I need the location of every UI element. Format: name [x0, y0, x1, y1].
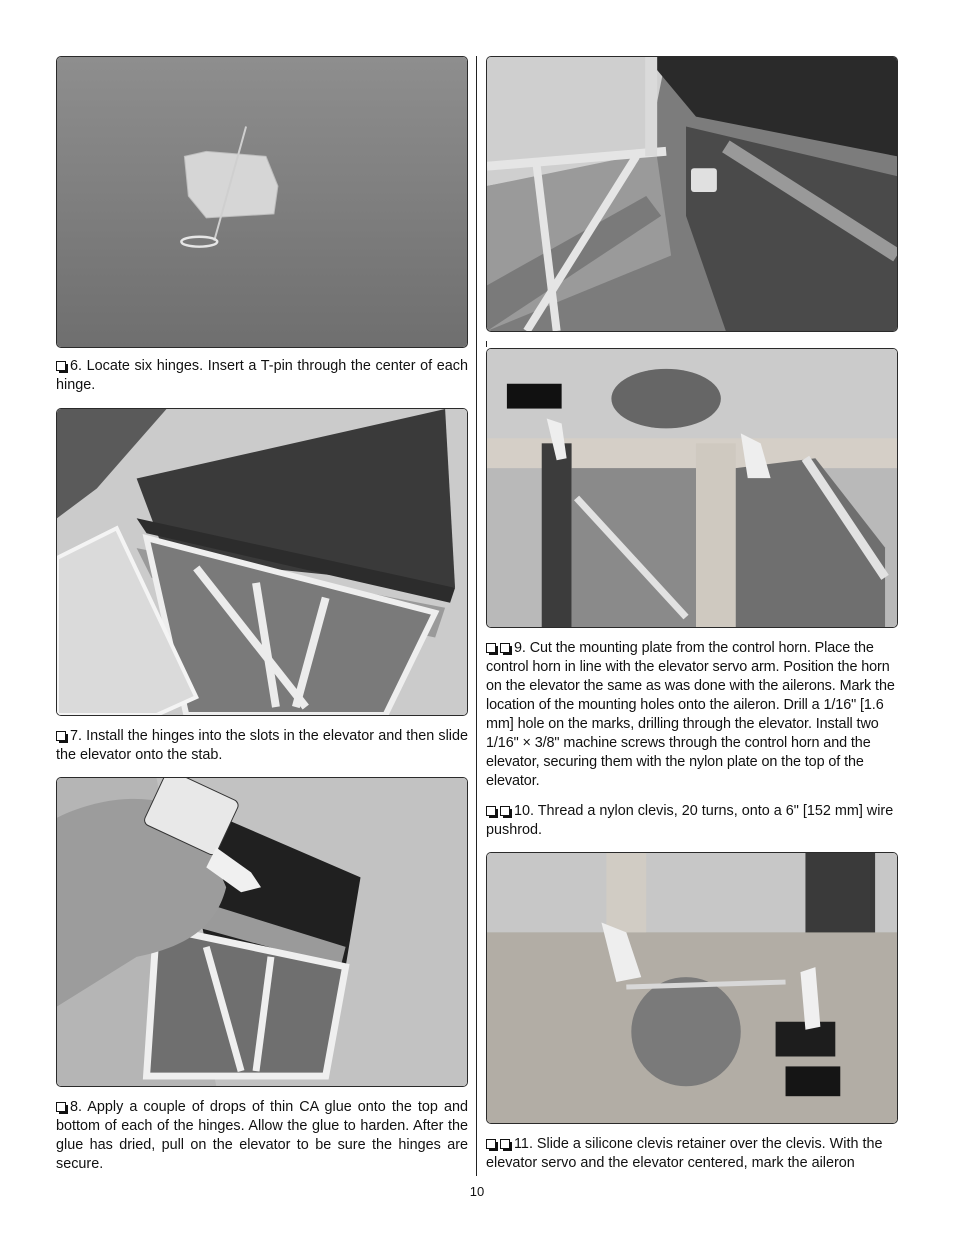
step-8-text: 8. Apply a couple of drops of thin CA glue onto the top and bottom of each of the hinges. Allow the glue to harden. After the glue has dried, pull on the elevator to be sure the hinges are secure.: [56, 1099, 468, 1172]
page-number: 10: [469, 1184, 485, 1199]
step-7-text: 7. Install the hinges into the slots in the elevator and then slide the elevator onto the stab.: [56, 728, 468, 763]
step-9-text: 9. Cut the mounting plate from the control horn. Place the control horn in line with the elevator servo arm. Position the horn on the elevator the same as was done with the ailerons. Mark the location of the mounting holes onto the aileron. Drill a 1/16" [1.6 mm] hole on the marks, drilling through the elevator. Install two 1/16" × 3/8" machine screws through the control horn and the elevator, securing them with the nylon plate on the top of the elevator.: [486, 640, 895, 789]
column-divider: [476, 56, 477, 1176]
checkbox-icon[interactable]: [486, 806, 496, 816]
checkbox-icon[interactable]: [486, 643, 496, 653]
photo-control-horn: [486, 348, 898, 628]
checkbox-icon[interactable]: [486, 1139, 496, 1149]
step-10-text: 10. Thread a nylon clevis, 20 turns, onto a 6" [152 mm] wire pushrod.: [486, 803, 894, 838]
checkbox-icon[interactable]: [500, 1139, 510, 1149]
checkbox-icon[interactable]: [500, 643, 510, 653]
step-6-text: 6. Locate six hinges. Insert a T-pin through the center of each hinge.: [56, 358, 468, 393]
checkbox-icon[interactable]: [56, 1102, 66, 1112]
right-column-rule: [486, 341, 487, 347]
photo-hinge-tpin: [56, 56, 468, 348]
photo-fuselage-tail: [486, 56, 898, 332]
photo-servo-pushrod: [486, 852, 898, 1124]
checkbox-icon[interactable]: [56, 731, 66, 741]
checkbox-icon[interactable]: [500, 806, 510, 816]
step-11-text: 11. Slide a silicone clevis retainer over the clevis. With the elevator servo and the elevator centered, mark the aileron: [486, 1136, 883, 1171]
photo-applying-ca-glue: [56, 777, 468, 1087]
photo-elevator-on-stab: [56, 408, 468, 716]
checkbox-icon[interactable]: [56, 361, 66, 371]
